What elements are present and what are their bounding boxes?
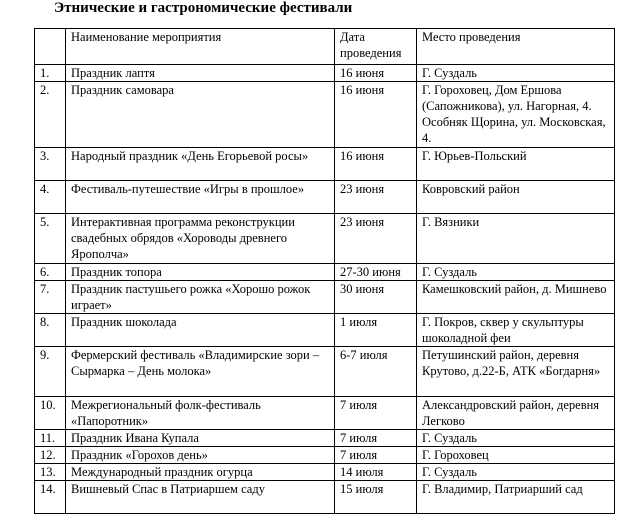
event-place: Г. Гороховец, Дом Ершова (Сапожникова), ул. Нагорная, 4. Особняк Щорина, ул. Московская, 4. [417, 82, 615, 148]
event-date: 16 июня [335, 65, 417, 82]
event-name: Праздник самовара [66, 82, 335, 148]
event-name: Праздник «Горохов день» [66, 447, 335, 464]
event-place: Г. Суздаль [417, 65, 615, 82]
table-row [35, 264, 615, 281]
event-date: 16 июня [335, 148, 417, 181]
event-place: Г. Гороховец [417, 447, 615, 464]
event-date: 30 июня [335, 281, 417, 314]
event-name: Праздник пастушьего рожка «Хорошо рожок играет» [66, 281, 335, 314]
event-place: Г. Юрьев-Польский [417, 148, 615, 181]
row-number: 5. [35, 214, 66, 264]
header-date: Дата проведения [335, 29, 417, 65]
row-number: 4. [35, 181, 66, 214]
row-number: 9. [35, 347, 66, 397]
row-number: 11. [35, 430, 66, 447]
event-name: Вишневый Спас в Патриаршем саду [66, 481, 335, 514]
row-number: 3. [35, 148, 66, 181]
festivals-table [34, 28, 615, 514]
table-row [35, 181, 615, 214]
event-place: Г. Покров, сквер у скульптуры шоколадной феи [417, 314, 615, 347]
event-date: 14 июля [335, 464, 417, 481]
row-number: 12. [35, 447, 66, 464]
row-number: 8. [35, 314, 66, 347]
row-number: 10. [35, 397, 66, 430]
table-row [35, 464, 615, 481]
table-header-row [35, 29, 615, 65]
table-row [35, 481, 615, 514]
event-date: 6-7 июля [335, 347, 417, 397]
event-place: Петушинский район, деревня Крутово, д.22-Б, АТК «Богдарня» [417, 347, 615, 397]
event-place: Александровский район, деревня Легково [417, 397, 615, 430]
event-date: 1 июля [335, 314, 417, 347]
event-date: 16 июня [335, 82, 417, 148]
header-number [35, 29, 66, 65]
row-number: 13. [35, 464, 66, 481]
event-name: Межрегиональный фолк-фестиваль «Папоротник» [66, 397, 335, 430]
table-row [35, 397, 615, 430]
event-name: Международный праздник огурца [66, 464, 335, 481]
event-date: 7 июля [335, 447, 417, 464]
event-date: 7 июля [335, 397, 417, 430]
event-place: Г. Вязники [417, 214, 615, 264]
table-row [35, 430, 615, 447]
event-place: Г. Владимир, Патриарший сад [417, 481, 615, 514]
table-row [35, 314, 615, 347]
event-name: Праздник шоколада [66, 314, 335, 347]
header-place: Место проведения [417, 29, 615, 65]
event-name: Народный праздник «День Егорьевой росы» [66, 148, 335, 181]
table-row [35, 65, 615, 82]
table-row [35, 214, 615, 264]
event-date: 15 июля [335, 481, 417, 514]
row-number: 6. [35, 264, 66, 281]
table-row [35, 281, 615, 314]
event-name: Интерактивная программа реконструкции свадебных обрядов «Хороводы древнего Ярополча» [66, 214, 335, 264]
event-name: Праздник Ивана Купала [66, 430, 335, 447]
event-date: 23 июня [335, 214, 417, 264]
row-number: 2. [35, 82, 66, 148]
table-row [35, 148, 615, 181]
table-row [35, 82, 615, 148]
event-date: 7 июля [335, 430, 417, 447]
event-place: Г. Суздаль [417, 264, 615, 281]
event-name: Фермерский фестиваль «Владимирские зори – Сырмарка – День молока» [66, 347, 335, 397]
event-place: Г. Суздаль [417, 430, 615, 447]
header-event-name: Наименование мероприятия [66, 29, 335, 65]
table-row [35, 347, 615, 397]
table-row [35, 447, 615, 464]
event-date: 27-30 июня [335, 264, 417, 281]
event-place: Камешковский район, д. Мишнево [417, 281, 615, 314]
page-title: Этнические и гастрономические фестивали [54, 0, 353, 16]
row-number: 7. [35, 281, 66, 314]
event-place: Г. Суздаль [417, 464, 615, 481]
event-place: Ковровский район [417, 181, 615, 214]
event-name: Праздник лаптя [66, 65, 335, 82]
event-name: Праздник топора [66, 264, 335, 281]
event-date: 23 июня [335, 181, 417, 214]
row-number: 1. [35, 65, 66, 82]
row-number: 14. [35, 481, 66, 514]
event-name: Фестиваль-путешествие «Игры в прошлое» [66, 181, 335, 214]
